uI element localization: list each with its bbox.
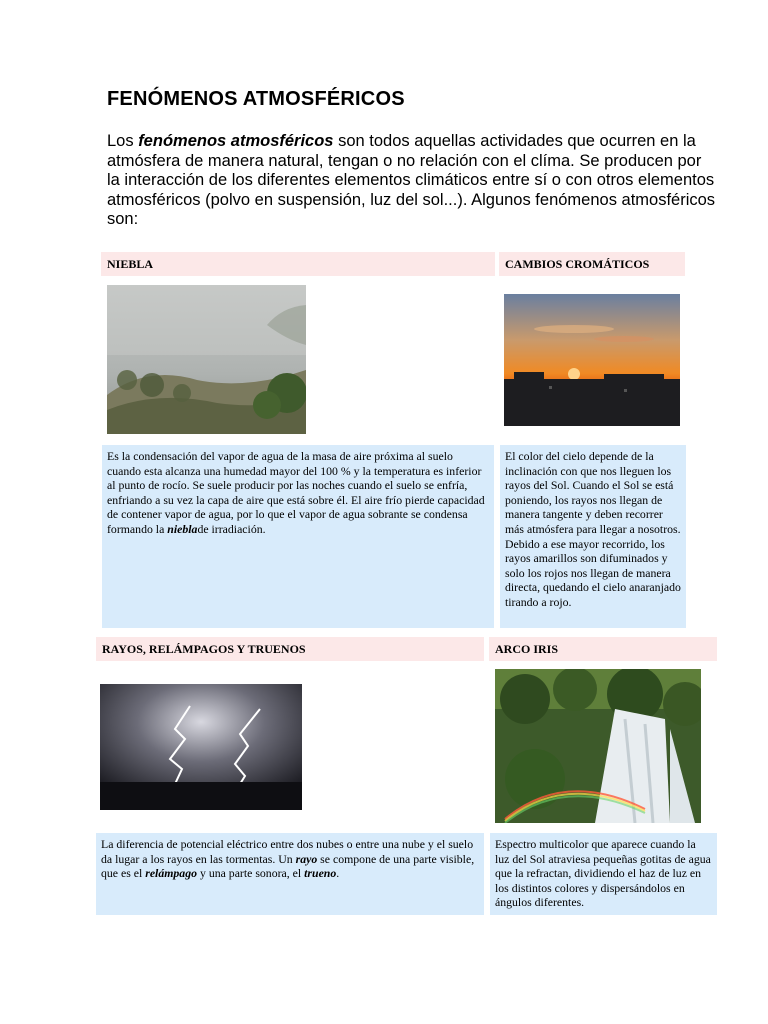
cambios-heading: CAMBIOS CROMÁTICOS — [499, 252, 685, 276]
rayos-text-2: se compone de una parte visible, que es el — [101, 851, 475, 881]
intro-paragraph — [107, 132, 717, 230]
rayos-description — [96, 833, 484, 915]
intro-text: son todos aquellas actividades que ocurren en la atmósfera de manera natural, tengan o no relación con el clíma. Se producen por la interacción de los diferentes elementos climáticos entre sí o con otros elementos atmosféricos (polvo en suspensión, luz del sol...). Algunos fenómenos atmosféricos son: — [107, 132, 716, 228]
niebla-description — [102, 445, 494, 628]
intro-prefix: Los — [107, 132, 139, 150]
lightning-photo — [100, 684, 302, 810]
intro-bold-term: fenómenos atmosféricos — [138, 132, 334, 150]
niebla-heading: NIEBLA — [101, 252, 495, 276]
relampago-em: relámpago — [145, 866, 198, 881]
niebla-text: Es la condensación del vapor de agua de la masa de aire próxima al suelo cuando esta alcanza una humedad mayor del 100 % y la temperatura es inferior al punto de rocío. Se suele producir por las noches cuando el suelo se enfría, enfriando a su vez la capa de aire que está sobre él. El aire frío pierde capacidad de contener vapor de agua, por lo que el vapor de agua sobrante se condensa formando la — [107, 449, 485, 536]
rayos-text: La diferencia de potencial eléctrico entre dos nubes o entre una nube y el suelo da lugar a los rayos en las tormentas. Un — [101, 837, 474, 866]
page-title: FENÓMENOS ATMOSFÉRICOS — [107, 88, 405, 110]
arco-iris-description: Espectro multicolor que aparece cuando la luz del Sol atraviesa pequeñas gotitas de agua que la refractan, dividiendo el haz de luz en los distintos colores y dispersándolos en ángulos diferentes. — [490, 833, 717, 915]
rayo-em: rayo — [295, 851, 318, 866]
niebla-em: niebla — [167, 521, 198, 536]
rayos-text-3: y una parte sonora, el — [197, 866, 305, 881]
sunset-photo — [504, 294, 680, 426]
niebla-photo — [107, 285, 306, 434]
cambios-description: El color del cielo depende de la inclinación con que nos lleguen los rayos del Sol. Cuando el Sol se está poniendo, los rayos nos llegan de manera tangente y deben recorrer más atmósfera para llegar a nosotros. Debido a ese mayor recorrido, los rayos amarillos son difuminados y solo los rojos nos llegan de manera directa, quedando el cielo anaranjado tirando a rojo. — [500, 445, 686, 628]
trueno-em: trueno — [304, 866, 337, 881]
niebla-text-end: de irradiación. — [197, 521, 266, 536]
rayos-heading: RAYOS, RELÁMPAGOS Y TRUENOS — [96, 637, 484, 661]
rayos-text-end: . — [336, 866, 340, 881]
arco-iris-heading: ARCO IRIS — [489, 637, 717, 661]
waterfall-photo — [495, 669, 701, 823]
